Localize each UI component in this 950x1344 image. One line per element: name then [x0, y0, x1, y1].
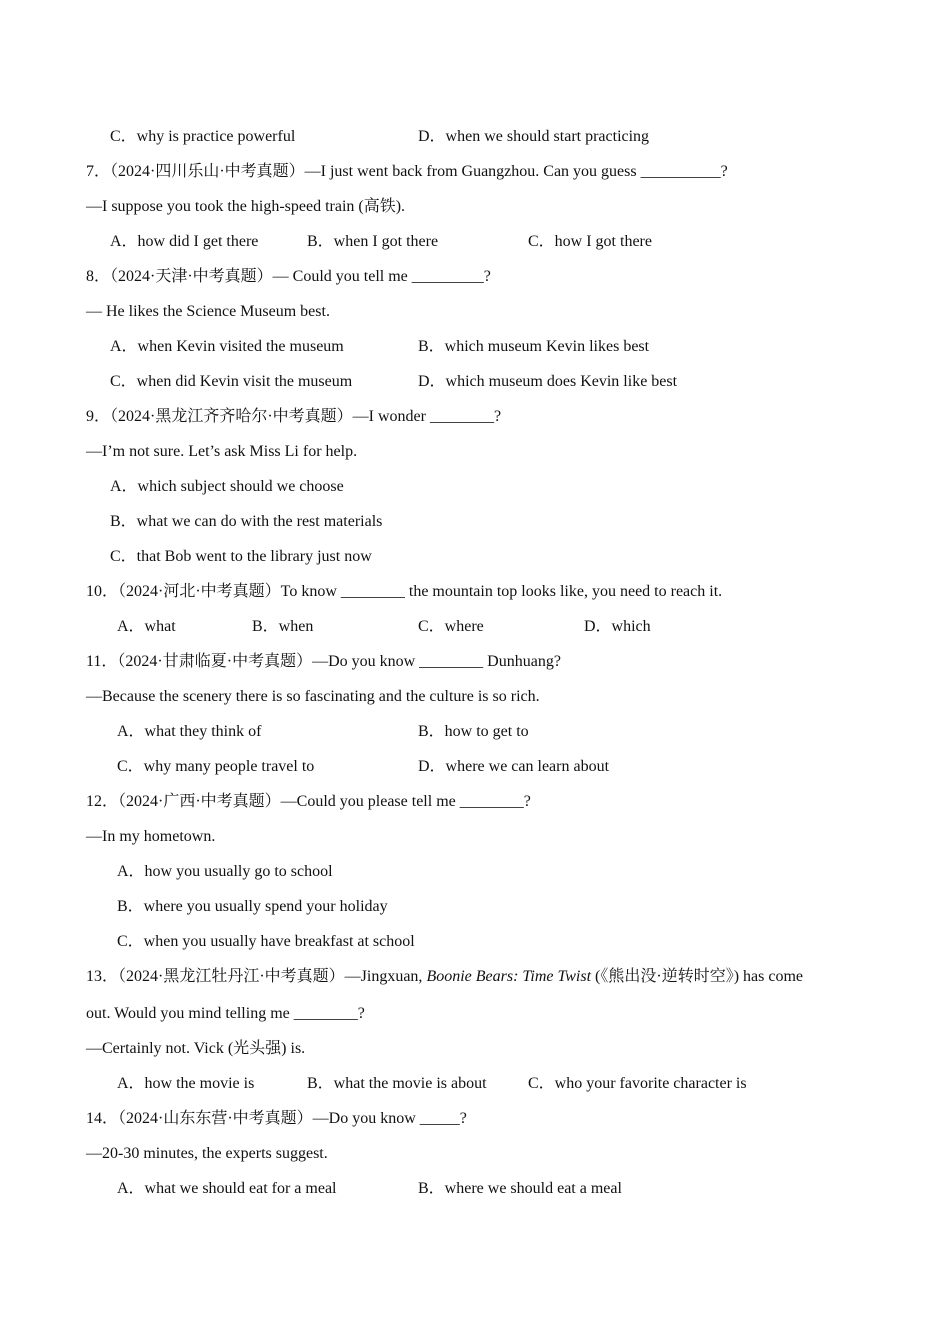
question-14-stem: 14．（2024·山东东营·中考真题）—Do you know _____?	[86, 1110, 467, 1127]
question-13-answer: —Certainly not. Vick (光头强) is.	[86, 1040, 306, 1057]
question-11-answer: —Because the scenery there is so fascinating and the culture is so rich.	[86, 688, 540, 705]
question-12-answer: —In my hometown.	[86, 828, 216, 845]
option-c: C．when you usually have breakfast at school	[117, 933, 415, 950]
option-c: C．why many people travel to	[117, 758, 315, 775]
option-c: C．how I got there	[528, 233, 652, 250]
question-13-stem-continued: out. Would you mind telling me ________?	[86, 1005, 365, 1022]
option-b: B．how to get to	[418, 723, 529, 740]
question-14-answer: —20-30 minutes, the experts suggest.	[86, 1145, 328, 1162]
question-8-stem: 8．（2024·天津·中考真题）— Could you tell me _________?	[86, 268, 491, 285]
option-a: A．when Kevin visited the museum	[110, 338, 344, 355]
option-b: B．what we can do with the rest materials	[110, 513, 383, 530]
option-a: A．what they think of	[117, 723, 262, 740]
question-12-stem: 12．（2024·广西·中考真题）—Could you please tell me ________?	[86, 793, 531, 810]
option-c: C．that Bob went to the library just now	[110, 548, 372, 565]
option-b: B．when	[252, 618, 314, 635]
question-9-stem: 9．（2024·黑龙江齐齐哈尔·中考真题）—I wonder ________?	[86, 408, 502, 425]
option-b: B．what the movie is about	[307, 1075, 487, 1092]
movie-title: Boonie Bears: Time Twist	[426, 968, 592, 985]
option-b: B．when I got there	[307, 233, 439, 250]
option-a: A．how you usually go to school	[117, 863, 333, 880]
question-13-stem	[86, 967, 803, 987]
option-d: D．when we should start practicing	[418, 128, 650, 145]
option-b: B．where we should eat a meal	[418, 1180, 622, 1197]
question-8-answer: — He likes the Science Museum best.	[86, 303, 330, 320]
option-d: D．which	[584, 618, 651, 635]
question-10-stem: 10．（2024·河北·中考真题）To know ________ the mountain top looks like, you need to reach it.	[86, 583, 723, 600]
question-7-stem: 7．（2024·四川乐山·中考真题）—I just went back from Guangzhou. Can you guess __________?	[86, 163, 728, 180]
option-c: C．where	[418, 618, 484, 635]
option-a: A．what	[117, 618, 176, 635]
stem-text: 13．（2024·黑龙江牡丹江·中考真题）—Jingxuan,	[86, 968, 427, 985]
option-b: B．which museum Kevin likes best	[418, 338, 650, 355]
option-c: C．who your favorite character is	[528, 1075, 747, 1092]
option-b: B．where you usually spend your holiday	[117, 898, 388, 915]
option-a: A．which subject should we choose	[110, 478, 344, 495]
question-9-answer: —I’m not sure. Let’s ask Miss Li for help.	[86, 443, 358, 460]
stem-text: (《熊出没·逆转时空》) has come	[591, 968, 803, 985]
option-d: D．which museum does Kevin like best	[418, 373, 678, 390]
question-11-stem: 11．（2024·甘肃临夏·中考真题）—Do you know ________ Dunhuang?	[86, 653, 561, 670]
option-c: C．why is practice powerful	[110, 128, 296, 145]
option-c: C．when did Kevin visit the museum	[110, 373, 353, 390]
option-a: A．how did I get there	[110, 233, 259, 250]
question-7-answer: —I suppose you took the high-speed train (高铁).	[86, 198, 406, 215]
option-a: A．what we should eat for a meal	[117, 1180, 337, 1197]
option-d: D．where we can learn about	[418, 758, 610, 775]
option-a: A．how the movie is	[117, 1075, 255, 1092]
